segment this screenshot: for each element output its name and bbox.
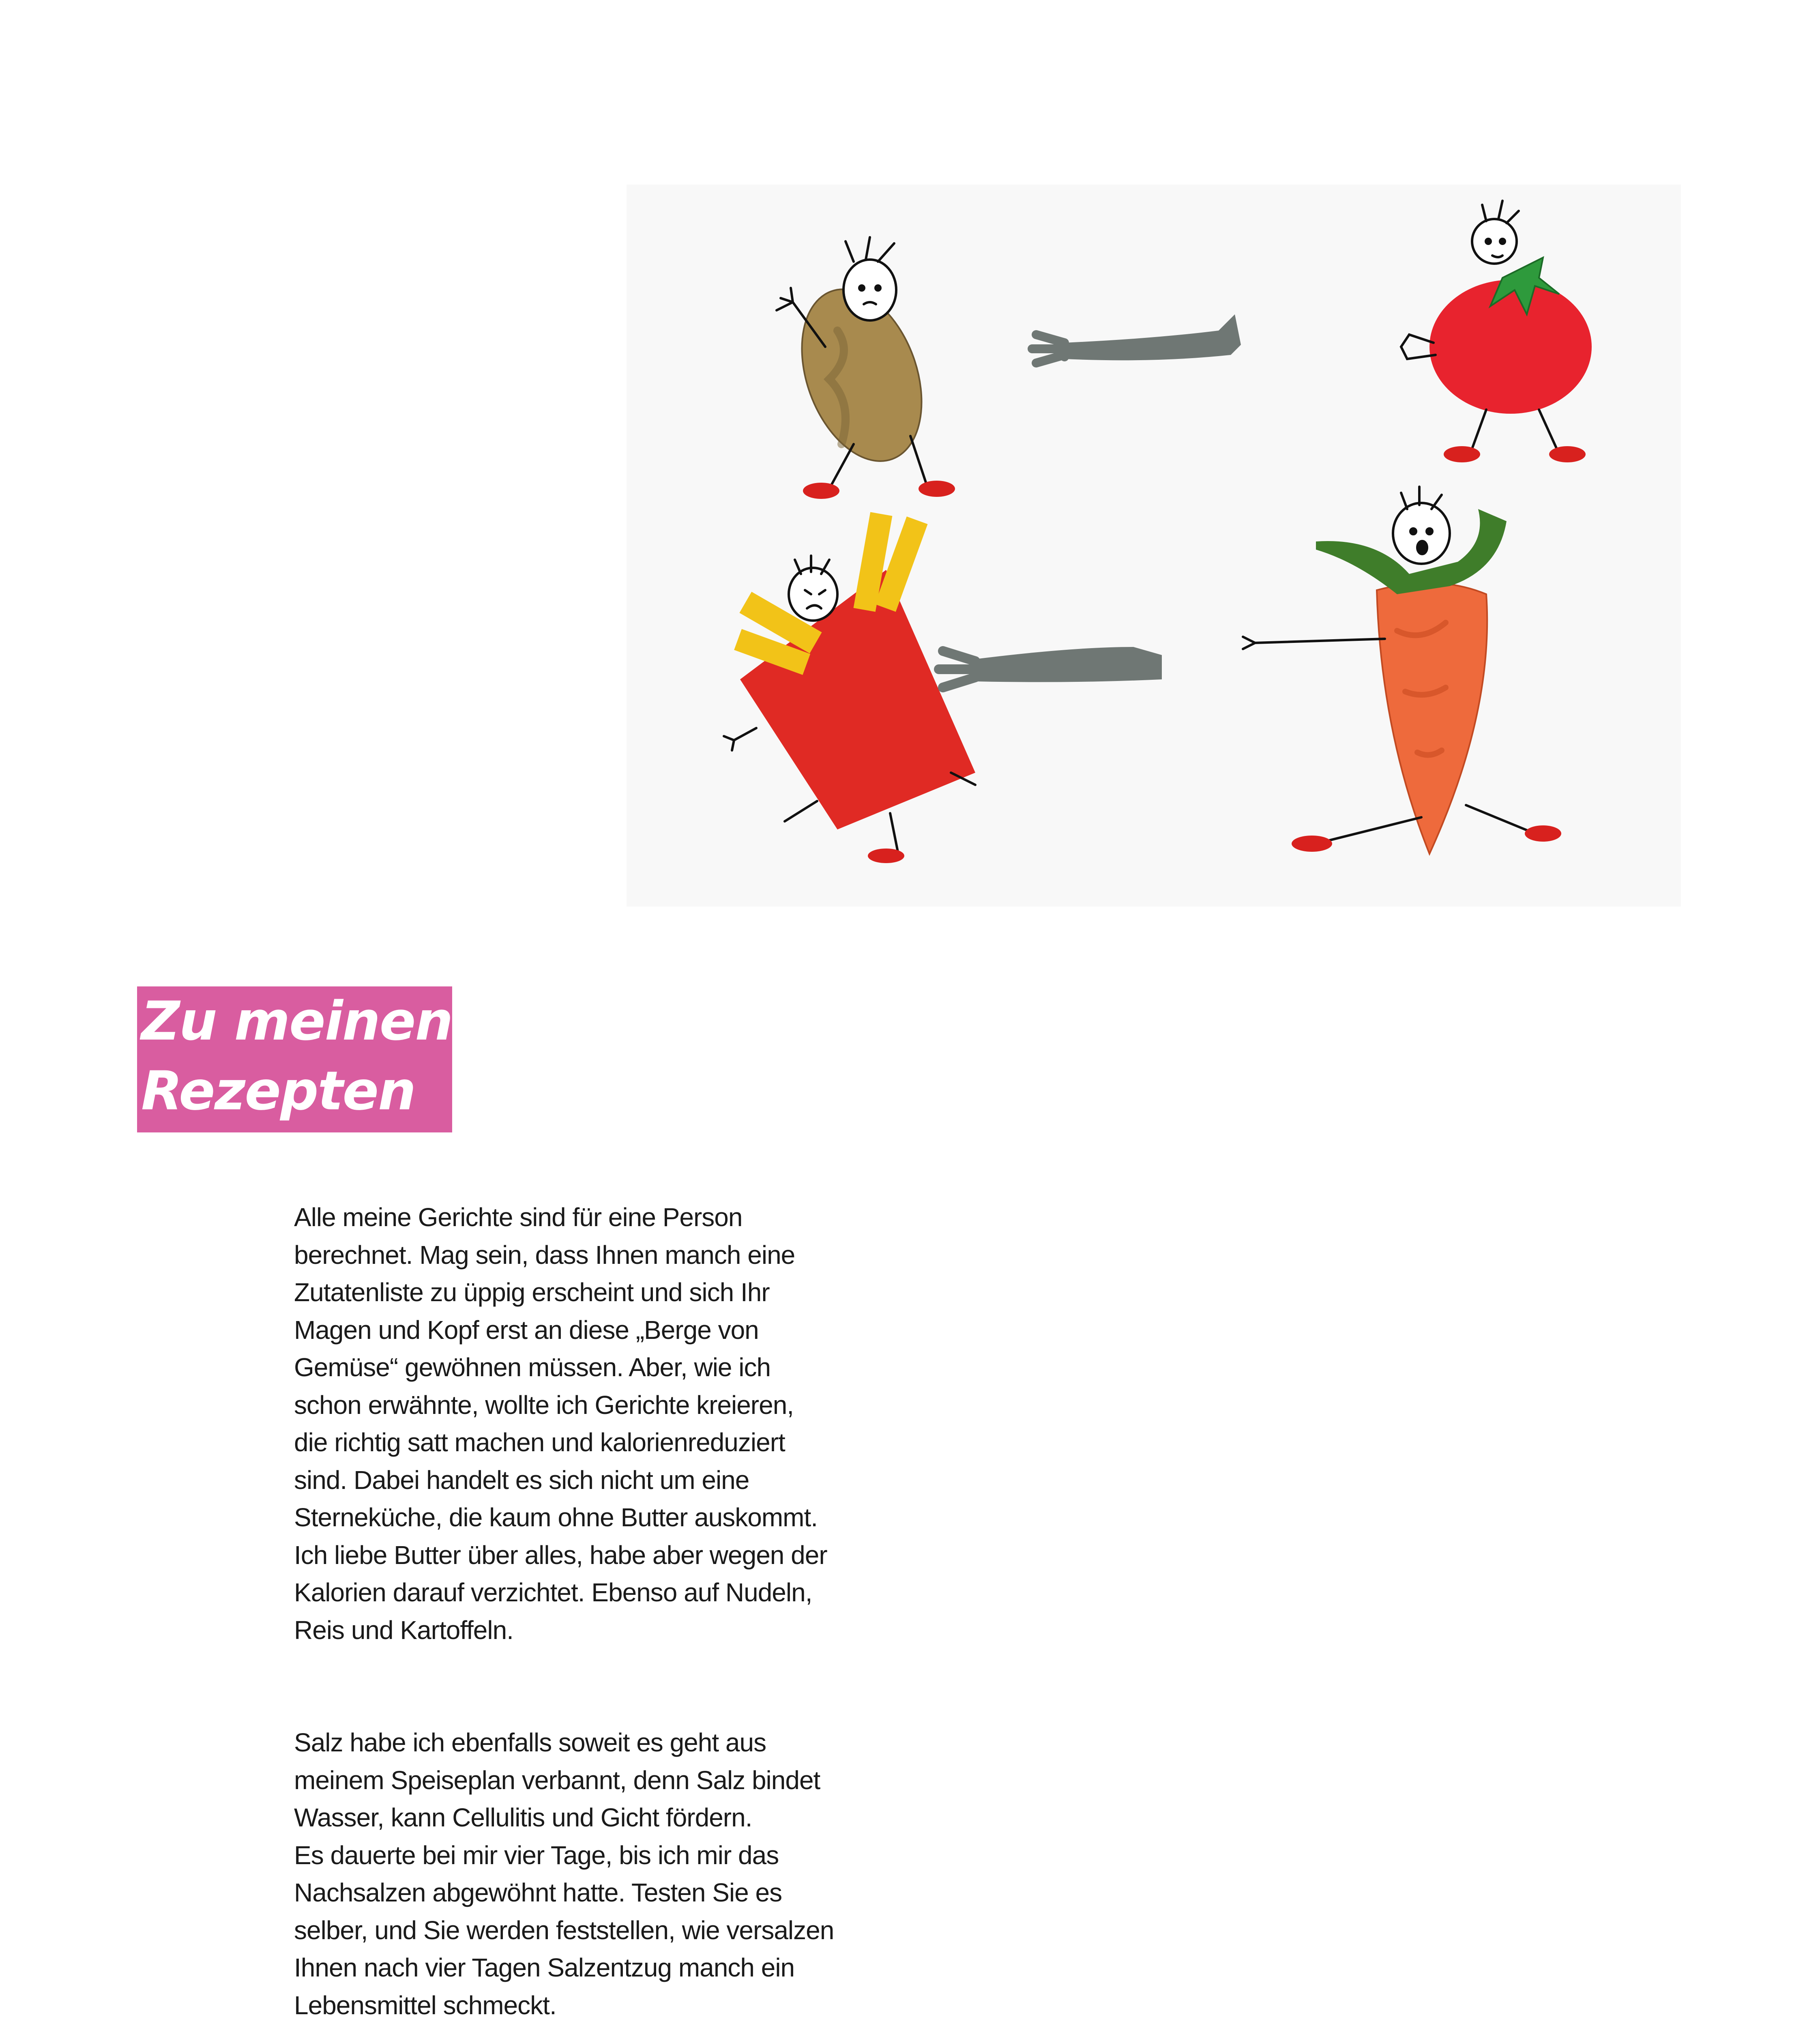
child-drawing-illustration	[627, 185, 1681, 907]
text-line: Alle meine Gerichte sind für eine Person	[294, 1203, 743, 1232]
section-heading	[137, 986, 452, 1132]
text-line: selber, und Sie werden feststellen, wie versalzen	[294, 1915, 834, 1945]
paragraph-1	[294, 1199, 919, 1649]
text-line: Ich liebe Butter über alles, habe aber wegen der	[294, 1540, 827, 1570]
body-text	[294, 1199, 919, 2024]
text-line: Reis und Kartoffeln.	[294, 1615, 513, 1645]
text-line: schon erwähnte, wollte ich Gerichte kreieren,	[294, 1390, 794, 1420]
text-line: die richtig satt machen und kalorienreduziert	[294, 1428, 785, 1457]
text-line: berechnet. Mag sein, dass Ihnen manch eine	[294, 1240, 795, 1270]
text-line: Ihnen nach vier Tagen Salzentzug manch ein	[294, 1953, 795, 1982]
text-line: Nachsalzen abgewöhnt hatte. Testen Sie es	[294, 1878, 782, 1907]
text-line: Salz habe ich ebenfalls soweit es geht aus	[294, 1728, 766, 1757]
text-line: Zutatenliste zu üppig erscheint und sich Ihr	[294, 1278, 770, 1307]
text-line: Wasser, kann Cellulitis und Gicht fördern.	[294, 1803, 752, 1832]
paragraph-2	[294, 1724, 919, 2024]
text-line: Magen und Kopf erst an diese „Berge von	[294, 1315, 759, 1345]
heading-line-2: Rezepten	[141, 1060, 416, 1122]
text-line: Kalorien darauf verzichtet. Ebenso auf Nudeln,	[294, 1578, 812, 1607]
text-line: meinem Speiseplan verbannt, denn Salz bindet	[294, 1765, 820, 1795]
text-line: Es dauerte bei mir vier Tage, bis ich mir das	[294, 1840, 779, 1870]
text-line: Gemüse“ gewöhnen müssen. Aber, wie ich	[294, 1353, 771, 1382]
text-line: Lebensmittel schmeckt.	[294, 1990, 556, 2020]
paragraph-gap	[294, 1649, 919, 1724]
text-line: Sterneküche, die kaum ohne Butter auskommt.	[294, 1503, 818, 1532]
text-line: sind. Dabei handelt es sich nicht um eine	[294, 1465, 749, 1495]
heading-line-1: Zu meinen	[141, 990, 453, 1053]
